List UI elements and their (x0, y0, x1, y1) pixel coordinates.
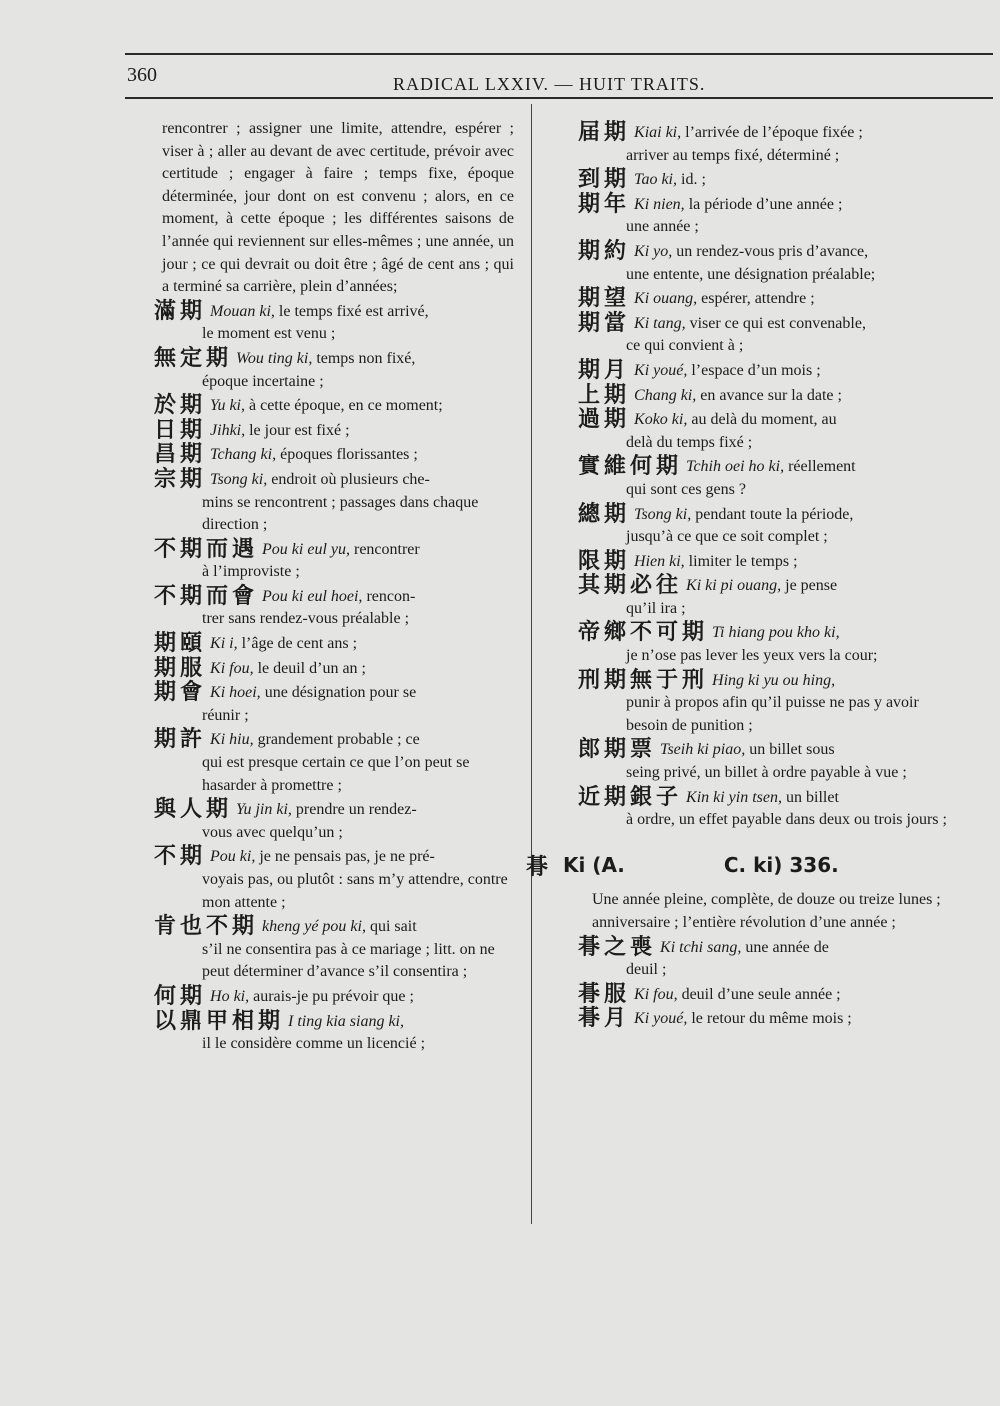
entry-characters: 帝鄉不可期 (578, 620, 709, 646)
entry-definition-start: le deuil d’un an ; (257, 659, 366, 677)
entry-head-line (578, 784, 948, 810)
entry-definition-start: un billet sous (749, 741, 835, 759)
entry-definition-continued: punir à propos afin qu’il puisse ne pas y avoir besoin de punition ; (626, 694, 919, 734)
entry-characters: 限期 (578, 548, 631, 574)
dictionary-entry (578, 409, 948, 454)
entry-head-line (154, 536, 514, 562)
entry-head-line (578, 238, 948, 264)
entry-characters: 實維何期 (578, 454, 683, 480)
entry-characters: 刑期無于刑 (578, 667, 709, 693)
entry-definition-start: rencontrer (353, 540, 420, 558)
dictionary-entry (154, 466, 514, 537)
entry-romanization: Ki youé, (634, 361, 688, 379)
dictionary-entry (154, 846, 514, 914)
dictionary-entry (578, 238, 948, 286)
entry-definition-start: une désignation pour se (264, 684, 417, 702)
entry-head-line (154, 729, 514, 752)
entry-romanization: Mouan ki, (210, 302, 275, 320)
dictionary-entry (578, 934, 948, 982)
entry-definition-continued: ce qui convient à ; (626, 337, 744, 355)
entry-romanization: Kiai ki, (634, 124, 682, 141)
dictionary-entry (578, 667, 948, 738)
entry-romanization: Ti hiang pou kho ki, (712, 624, 840, 642)
entry-definition-start: au delà du moment, au (691, 411, 837, 429)
entry-romanization: Ki youé, (634, 1010, 688, 1028)
entry-definition-start: époques florissantes ; (280, 446, 418, 464)
entry-head-line (578, 357, 948, 383)
dictionary-entry (154, 395, 514, 418)
entry-characters: 滿期 (154, 298, 207, 324)
entry-romanization: Ki ki pi ouang, (686, 577, 782, 595)
entry-definition-continued: vous avec quelqu’un ; (202, 823, 343, 841)
entry-head-line (154, 916, 514, 939)
entry-head-line (154, 682, 514, 705)
entry-head-line (154, 466, 514, 492)
entry-head-line (154, 395, 514, 418)
entry-definition-continued: je n’ose pas lever les yeux vers la cour; (626, 647, 878, 665)
entry-romanization: Ki yo, (634, 242, 673, 260)
dictionary-entry (578, 169, 948, 192)
entry-romanization: Kin ki yin tsen, (686, 788, 782, 806)
entry-definition-continued: réunir ; (202, 706, 249, 724)
entry-head-line (578, 667, 948, 693)
running-title: RADICAL LXXIV. — HUIT TRAITS. (393, 74, 706, 94)
entry-romanization: Hien ki, (634, 552, 685, 570)
entry-characters: 期許 (154, 727, 207, 753)
entry-head-line (578, 288, 948, 311)
entry-definition-start: grandement probable ; ce (257, 731, 420, 749)
entry-definition-start: un billet (786, 788, 839, 806)
entry-definition-continued: une entente, une désignation préalable; (626, 265, 876, 283)
entry-head-line (578, 739, 948, 762)
entry-romanization: Ki tchi sang, (660, 938, 742, 956)
entry-romanization: Pou ki eul yu, (262, 540, 350, 558)
entry-characters: 郎期票 (578, 737, 657, 763)
entry-head-line (578, 548, 948, 574)
dictionary-entry (154, 729, 514, 797)
entry-definition-start: la période d’une année ; (688, 195, 843, 213)
entry-romanization: Yu jin ki, (236, 801, 292, 819)
entry-head-line (578, 169, 948, 192)
entry-head-line (578, 622, 948, 645)
entry-characters: 日期 (154, 417, 207, 443)
entry-romanization: Koko ki, (634, 411, 688, 429)
entry-definition-continued: il le considère comme un licencié ; (202, 1035, 426, 1053)
entry-characters: 宗期 (154, 466, 207, 492)
entry-head-line (578, 456, 948, 479)
intro-paragraph: rencontrer ; assigner une limite, attendre, espérer ; viser à ; aller au devant de avec certitude, prévoir avec certitude ; engager à faire ; temps fixe, époque déterminée, jour dont on est convenu ; alors, en ce moment, à cette époque ; les différentes saisons de l’année qui reviennent sur elles-mêmes ; une année, un jour ; ce qui devrait ou doit être ; âgé de cent ans ; qui a terminé sa carrière, plein d’années; (162, 120, 514, 296)
entry-definition-start: aurais-je pu prévoir que ; (253, 987, 414, 1005)
entry-romanization: Tsong ki, (210, 470, 268, 488)
entry-definition-continued: mins se rencontrent ; passages dans chaque direction ; (202, 493, 479, 534)
entry-characters: 上期 (578, 382, 631, 408)
section-entries (578, 934, 948, 1032)
entry-definition-start: l’arrivée de l’époque fixée ; (685, 124, 863, 141)
header-rule (125, 97, 993, 99)
dictionary-entry (154, 983, 514, 1009)
entry-characters: 期約 (578, 238, 631, 264)
entry-characters: 届期 (578, 120, 631, 145)
entry-definition-continued: le moment est venu ; (202, 325, 336, 343)
entry-definition-start: rencon- (366, 587, 416, 605)
dictionary-entry (578, 310, 948, 358)
section-character: 朞 (526, 854, 553, 880)
entry-romanization: Hing ki yu ou hing, (712, 671, 836, 689)
dictionary-entry (154, 345, 514, 393)
entry-romanization: Pou ki, (210, 848, 256, 866)
entry-romanization: Ho ki, (210, 987, 250, 1005)
dictionary-entry (154, 633, 514, 656)
section-reference: C. ki) 336. (723, 852, 839, 877)
entry-definition-continued: seing privé, un billet à ordre payable à vue ; (626, 764, 907, 782)
dictionary-entry (578, 501, 948, 549)
entry-definition-continued: arriver au temps fixé, déterminé ; (626, 146, 840, 164)
left-entries (154, 298, 514, 1056)
entry-definition-continued: à l’improviste ; (202, 563, 300, 581)
entry-definition-start: je pense (785, 577, 838, 595)
entry-definition-start: je ne pensais pas, je ne pré- (259, 848, 435, 866)
entry-head-line (154, 799, 514, 822)
entry-definition-start: le temps fixé est arrivé, (278, 302, 429, 320)
entry-characters: 期月 (578, 357, 631, 383)
dictionary-entry (154, 583, 514, 631)
entry-definition-start: espérer, attendre ; (701, 290, 815, 308)
entry-head-line (154, 583, 514, 609)
entry-characters: 到期 (578, 167, 631, 193)
entry-head-line (154, 298, 514, 324)
entry-romanization: Chang ki, (634, 386, 697, 404)
entry-characters: 期頤 (154, 631, 207, 657)
entry-definition-continued: trer sans rendez-vous préalable ; (202, 610, 410, 628)
entry-characters: 過期 (578, 407, 631, 433)
entry-definition-continued: qui sont ces gens ? (626, 480, 746, 498)
entry-romanization: Ki fou, (210, 659, 254, 677)
entry-characters: 期會 (154, 680, 207, 706)
entry-definition-continued: époque incertaine ; (202, 372, 324, 390)
entry-head-line (154, 417, 514, 443)
entry-head-line (154, 444, 514, 467)
entry-romanization: Ki ouang, (634, 290, 698, 308)
entry-definition-start: réellement (788, 458, 856, 476)
section-definition: Une année pleine, complète, de douze ou treize lunes ; anniversaire ; l’entière révolution d’une année ; (592, 891, 941, 931)
entry-characters: 與人期 (154, 797, 233, 823)
dictionary-entry (578, 122, 948, 167)
dictionary-entry (154, 444, 514, 467)
right-entries (578, 122, 948, 832)
entry-characters: 總期 (578, 501, 631, 527)
entry-head-line (578, 981, 948, 1007)
entry-romanization: Tseih ki piao, (660, 741, 746, 759)
entry-romanization: Jihki, (210, 421, 246, 439)
dictionary-entry (578, 191, 948, 239)
entry-romanization: Wou ting ki, (236, 349, 313, 367)
dictionary-entry (154, 417, 514, 443)
entry-characters: 期望 (578, 286, 631, 312)
entry-head-line (578, 501, 948, 527)
entry-definition-start: l’âge de cent ans ; (241, 635, 358, 653)
entry-head-line (578, 191, 948, 217)
entry-definition-continued: une année ; (626, 218, 699, 236)
entry-characters: 其期必往 (578, 573, 683, 599)
entry-head-line (578, 382, 948, 408)
entry-head-line (154, 1008, 514, 1034)
entry-definition-continued: s’il ne consentira pas à ce mariage ; litt. on ne peut déterminer d’avance s’il consentira ; (202, 940, 495, 981)
entry-definition-start: un rendez-vous pris d’avance, (676, 242, 869, 260)
entry-definition-start: viser ce qui est convenable, (689, 314, 866, 332)
entry-romanization: Tchang ki, (210, 446, 277, 464)
entry-characters: 肯也不期 (154, 914, 259, 940)
top-rule (125, 53, 993, 55)
dictionary-entry (578, 1008, 948, 1031)
entry-romanization: Yu ki, (210, 397, 245, 415)
entry-characters: 期服 (154, 655, 207, 681)
entry-romanization: Ki hiu, (210, 731, 254, 749)
entry-definition-start: prendre un rendez- (295, 801, 417, 819)
column-divider (531, 104, 532, 1224)
entry-characters: 昌期 (154, 442, 207, 468)
entry-romanization: Ki tang, (634, 314, 686, 332)
entry-romanization: Ki nien, (634, 195, 685, 213)
entry-head-line (578, 575, 948, 598)
entry-romanization: Ki i, (210, 635, 238, 653)
entry-definition-start: pendant toute la période, (695, 505, 854, 523)
entry-definition-start: deuil d’une seule année ; (681, 985, 841, 1003)
entry-romanization: Tao ki, (634, 171, 677, 189)
dictionary-entry (154, 655, 514, 681)
entry-definition-start: temps non fixé, (316, 349, 416, 367)
entry-characters: 無定期 (154, 345, 233, 371)
entry-romanization: Ki hoei, (210, 684, 261, 702)
entry-definition-continued: delà du temps fixé ; (626, 433, 753, 451)
dictionary-entry (154, 799, 514, 844)
entry-characters: 朞之喪 (578, 934, 657, 960)
entry-romanization: Tchih oei ho ki, (686, 458, 785, 476)
entry-romanization: Pou ki eul hoei, (262, 587, 363, 605)
entry-head-line (578, 310, 948, 336)
entry-definition-continued: à ordre, un effet payable dans deux ou trois jours ; (626, 811, 947, 829)
entry-definition-start: le retour du même mois ; (691, 1010, 852, 1028)
entry-head-line (154, 846, 514, 869)
dictionary-entry (578, 357, 948, 383)
entry-head-line (578, 409, 948, 432)
entry-definition-continued: qui est presque certain ce que l’on peut se hasarder à promettre ; (202, 754, 470, 794)
entry-characters: 何期 (154, 983, 207, 1009)
entry-romanization: Ki fou, (634, 985, 678, 1003)
dictionary-entry (578, 739, 948, 784)
left-column (154, 118, 514, 1058)
entry-definition-continued: qu’il ira ; (626, 599, 686, 617)
dictionary-entry (578, 981, 948, 1007)
entry-definition-continued: jusqu’à ce que ce soit complet ; (626, 528, 828, 546)
dictionary-entry (154, 536, 514, 584)
entry-characters: 不期而會 (154, 583, 259, 609)
entry-head-line (154, 655, 514, 681)
entry-definition-start: endroit où plusieurs che- (271, 470, 430, 488)
entry-characters: 近期銀子 (578, 784, 683, 810)
entry-definition-continued: voyais pas, ou plutôt : sans m’y attendre, contre mon attente ; (202, 871, 508, 911)
dictionary-entry (578, 622, 948, 667)
entry-characters: 期當 (578, 310, 631, 336)
dictionary-entry (154, 298, 514, 346)
entry-characters: 朞月 (578, 1006, 631, 1032)
entry-definition-start: le jour est fixé ; (249, 421, 350, 439)
dictionary-entry (578, 456, 948, 501)
entry-characters: 不期而遇 (154, 536, 259, 562)
entry-romanization: Tsong ki, (634, 505, 692, 523)
entry-head-line (154, 345, 514, 371)
section-label: Ki (A. (562, 852, 625, 877)
entry-definition-continued: deuil ; (626, 961, 667, 979)
dictionary-entry (578, 575, 948, 620)
entry-definition-start: limiter le temps ; (688, 552, 798, 570)
entry-head-line (578, 122, 948, 145)
entry-definition-start: une année de (745, 938, 829, 956)
entry-definition-start: qui sait (369, 918, 417, 936)
entry-head-line (154, 983, 514, 1009)
entry-characters: 朞服 (578, 981, 631, 1007)
dictionary-entry (154, 916, 514, 984)
entry-definition-start: à cette époque, en ce moment; (249, 397, 443, 415)
entry-characters: 以鼎甲相期 (154, 1008, 285, 1034)
section-heading (526, 854, 948, 880)
dictionary-entry (578, 288, 948, 311)
entry-characters: 期年 (578, 191, 631, 217)
entry-characters: 於期 (154, 393, 207, 419)
page-number: 360 (127, 64, 157, 86)
dictionary-entry (154, 682, 514, 727)
entry-head-line (154, 633, 514, 656)
entry-characters: 不期 (154, 844, 207, 870)
dictionary-entry (578, 548, 948, 574)
dictionary-entry (578, 382, 948, 408)
entry-romanization: kheng yé pou ki, (262, 918, 366, 936)
entry-head-line (578, 934, 948, 960)
entry-definition-start: id. ; (681, 171, 706, 189)
right-column (526, 120, 948, 1033)
dictionary-entry (154, 1008, 514, 1056)
entry-romanization: I ting kia siang ki, (288, 1012, 404, 1030)
entry-definition-start: l’espace d’un mois ; (691, 361, 821, 379)
entry-definition-start: en avance sur la date ; (700, 386, 842, 404)
dictionary-entry (578, 784, 948, 832)
entry-head-line (578, 1008, 948, 1031)
